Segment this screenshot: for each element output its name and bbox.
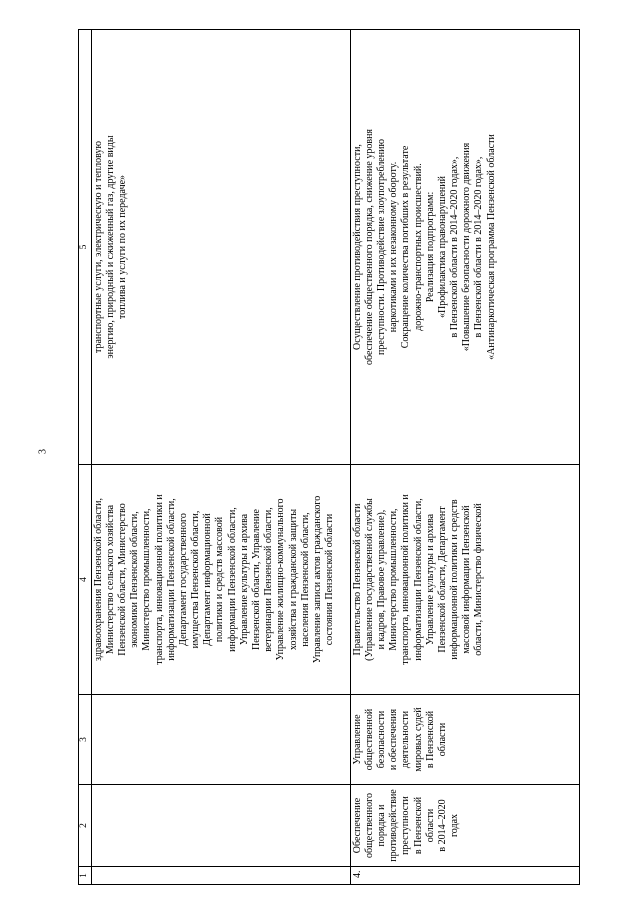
text-line: деятельности: [400, 710, 412, 769]
text-line: общественной: [363, 708, 375, 771]
text-line: Департамент государственного: [177, 513, 189, 646]
text-line: Управление жилищно-коммунального: [275, 498, 287, 661]
text-line: Пензенской области, Управление: [251, 509, 263, 650]
text-line: транспорта, инновационной политики и: [153, 494, 165, 665]
rotated-page: [78, 30, 578, 885]
text-line: наркотиками и их незаконному обороту.: [388, 161, 400, 333]
row-number: 4.: [350, 867, 579, 885]
program-name-cell: [350, 785, 579, 867]
text-line: порядка и: [375, 804, 387, 847]
text-line: в Пензенской области в 2014–2020 годах»,: [473, 156, 485, 338]
goals-cell: [350, 30, 579, 465]
text-line: информатизации Пензенской области,: [412, 498, 424, 661]
text-line: хозяйства и гражданской защиты: [287, 508, 299, 651]
text-line: «Антинаркотическая программа Пензенской области: [485, 134, 497, 360]
text-line: Департамент информационной: [202, 513, 214, 646]
text-line: Обеспечение: [351, 797, 363, 854]
text-line: политики и средств массовой: [214, 516, 226, 643]
text-line: преступности. Противодействие злоупотреблению: [375, 139, 387, 355]
text-line: Министерство промышленности,: [141, 508, 153, 651]
text-line: дорожно-транспортных происшествий.: [412, 163, 424, 331]
page-number: 3: [37, 449, 49, 454]
header-cell-3: 3: [79, 695, 92, 785]
text-line: в 2014–2020 годах: [436, 799, 461, 852]
text-line: транспорта, инновационной политики и: [400, 494, 412, 665]
text-line: и обеспечения: [388, 708, 400, 771]
text-line: Управление записи актов гражданского: [311, 495, 323, 664]
header-cell-5: 5: [79, 30, 92, 465]
text-line: транспортные услуги, электрическую и тепловую: [92, 141, 104, 354]
program-name-cell: [91, 785, 350, 867]
text-line: Управление культуры и архива: [424, 513, 436, 646]
table-row: [350, 30, 579, 885]
text-line: безопасности: [375, 710, 387, 769]
text-line: массовой информации Пензенской: [461, 505, 473, 654]
text-line: «Профилактика правонарушений: [436, 176, 448, 318]
text-line: обеспечение общественного порядка, снижение уровня: [363, 128, 375, 366]
header-cell-4: 4: [79, 465, 92, 695]
text-line: «Повышение безопасности дорожного движения: [461, 142, 473, 352]
text-line: в Пензенской области: [412, 796, 436, 855]
goals-cell: [91, 30, 350, 465]
text-line: Осуществление противодействия преступности,: [351, 144, 363, 350]
text-line: Управление: [351, 714, 363, 765]
text-line: Пензенской области, Министерство: [116, 503, 128, 656]
text-line: в Пензенской области в 2014–2020 годах»,: [449, 156, 461, 338]
coexecutors-cell: [91, 465, 350, 695]
text-line: энергию, природный и сжиженный газ, другие виды: [104, 135, 116, 359]
text-line: Реализация подпрограмм:: [424, 191, 436, 303]
text-line: (Управление государственной службы: [363, 498, 375, 661]
header-cell-1: 1: [79, 867, 92, 885]
text-line: Управление культуры и архива: [238, 513, 250, 646]
text-line: здравоохранения Пензенской области,: [92, 497, 104, 662]
executor-cell: [350, 695, 579, 785]
row-number: [91, 867, 350, 885]
text-line: Правительство Пензенской области: [351, 503, 363, 656]
text-line: и кадров, Правовое управление),: [375, 509, 387, 650]
text-line: топлива и услуги по их передаче»: [116, 174, 128, 320]
text-line: Пензенской области, Департамент: [436, 506, 448, 653]
text-line: населения Пензенской области,: [299, 512, 311, 647]
table-row: [91, 30, 350, 885]
text-line: общественного: [363, 793, 375, 858]
text-line: ветеринарии Пензенской области,: [263, 507, 275, 652]
text-line: информатизации Пензенской области,: [165, 498, 177, 661]
header-row: [79, 30, 92, 885]
text-line: имущества Пензенской области,: [190, 510, 202, 649]
text-line: преступности: [400, 796, 412, 855]
executor-cell: [91, 695, 350, 785]
text-line: мировых судей: [412, 707, 424, 772]
coexecutors-cell: [350, 465, 579, 695]
text-line: Министерство сельского хозяйства: [104, 504, 116, 655]
text-line: Сокращение количества погибших в результате: [400, 145, 412, 349]
text-line: области, Министерство физической: [473, 503, 485, 656]
text-line: в Пензенской области: [424, 710, 448, 769]
header-cell-2: 2: [79, 785, 92, 867]
text-line: информационной политики и средств: [449, 499, 461, 660]
text-line: состояния Пензенской области: [324, 513, 336, 646]
text-line: информации Пензенской области,: [226, 507, 238, 652]
programs-table: [78, 29, 580, 885]
text-line: противодействие: [388, 789, 400, 862]
text-line: Министерство промышленности,: [388, 508, 400, 651]
text-line: экономики Пензенской области,: [129, 511, 141, 648]
